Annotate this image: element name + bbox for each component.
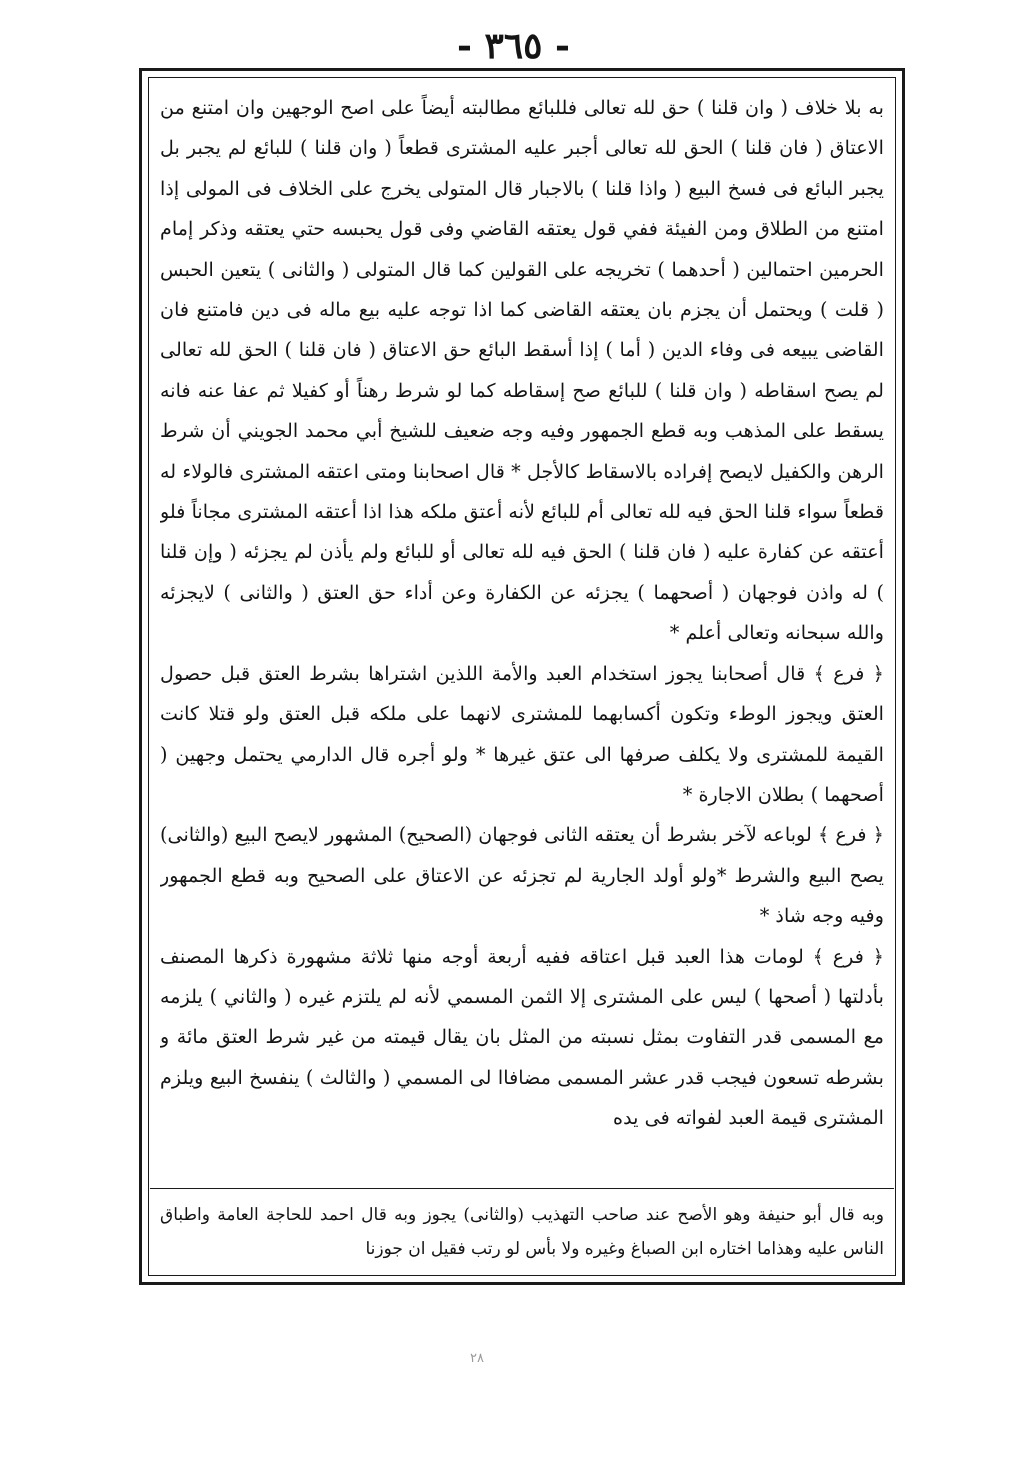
footnote-divider	[150, 1188, 894, 1189]
page-number: - ٣٦٥ -	[457, 25, 570, 67]
paragraph-far-2: ﴿ فرع ﴾ لوباعه لآخر بشرط أن يعتقه الثانى فوجهان (الصحيح) المشهور لايصح البيع (والثانى) يصح البيع والشرط *ولو أولد الجارية لم تجزئه عن الاعتاق على الصحيح وبه قطع الجمهور وفيه وجه شاذ *	[160, 823, 884, 928]
main-text-block	[160, 88, 884, 1176]
paragraph-main: به بلا خلاف ( وان قلنا ) حق لله تعالى فللبائع مطالبته أيضاً على اصح الوجهين وان امتنع من الاعتاق ( فان قلنا ) الحق لله تعالى أجبر عليه المشترى قطعاً ( وان قلنا ) للبائع لم يجبر بل يجبر البائع فى فسخ البيع ( واذا قلنا ) بالاجبار قال المتولى يخرج على الخلاف فى المولى إذا امتنع من الطلاق ومن الفيئة ففي قول يعتقه القاضي وفى قول يحبسه حتي يعتقه وذكر إمام الحرمين احتمالين ( أحدهما ) تخريجه على القولين كما قال المتولى ( والثانى ) يتعين الحبس ( قلت ) ويحتمل أن يجزم بان يعتقه القاضى كما اذا توجه عليه بيع ماله فى دين فامتنع فان القاضى يبيعه فى وفاء الدين ( أما ) إذا أسقط البائع حق الاعتاق ( فان قلنا ) الحق لله تعالى لم يصح اسقاطه ( وان قلنا ) للبائع صح إسقاطه كما لو شرط رهناً أو كفيلا ثم عفا عنه فانه يسقط على المذهب وبه قطع الجمهور وفيه وجه ضعيف للشيخ أبي محمد الجويني أن شرط الرهن والكفيل لايصح إفراده بالاسقاط كالأجل * قال اصحابنا ومتى اعتقه المشترى فالولاء له قطعاً سواء قلنا الحق فيه لله تعالى أم للبائع لأنه أعتق ملكه هذا اذا أعتقه المشترى مجاناً فلو أعتقه عن كفارة عليه ( فان قلنا ) الحق فيه لله تعالى أو للبائع ولم يأذن لم يجزئه ( وإن قلنا ) له واذن فوجهان ( أصحهما ) يجزئه عن الكفارة وعن أداء حق العتق ( والثانى ) لايجزئه والله سبحانه وتعالى أعلم *	[160, 96, 884, 645]
footnote-paragraph: وبه قال أبو حنيفة وهو الأصح عند صاحب التهذيب (والثانى) يجوز وبه قال احمد للحاجة العامة واطباق الناس عليه وهذاما اختاره ابن الصباغ وغيره ولا بأس لو رتب فقيل ان جوزنا	[160, 1205, 884, 1259]
paragraph-far-1: ﴿ فرع ﴾ قال أصحابنا يجوز استخدام العبد والأمة اللذين اشتراها بشرط العتق قبل حصول العتق ويجوز الوطء وتكون أكسابهما للمشترى لانهما على ملكه قبل العتق ولو قتلا كانت القيمة للمشترى ولا يكلف صرفها الى عتق غيرها * ولو أجره قال الدارمي يحتمل وجهين ( أصحهما ) بطلان الاجارة *	[160, 661, 884, 806]
margin-mark: ٢٨	[470, 1351, 484, 1366]
footnote-block	[160, 1198, 884, 1270]
paragraph-far-3: ﴿ فرع ﴾ لومات هذا العبد قبل اعتاقه ففيه أربعة أوجه منها ثلاثة مشهورة ذكرها المصنف بأدلتها ( أصحها ) ليس على المشترى إلا الثمن المسمي لأنه لم يلتزم غيره ( والثاني ) يلزمه مع المسمى قدر التفاوت بمثل نسبته من المثل بان يقال قيمته من غير شرط العتق مائة و بشرطه تسعون فيجب قدر عشر المسمى مضافاا لى المسمي ( والثالث ) ينفسخ البيع ويلزم المشترى قيمة العبد لفواته فى يده	[160, 944, 884, 1130]
